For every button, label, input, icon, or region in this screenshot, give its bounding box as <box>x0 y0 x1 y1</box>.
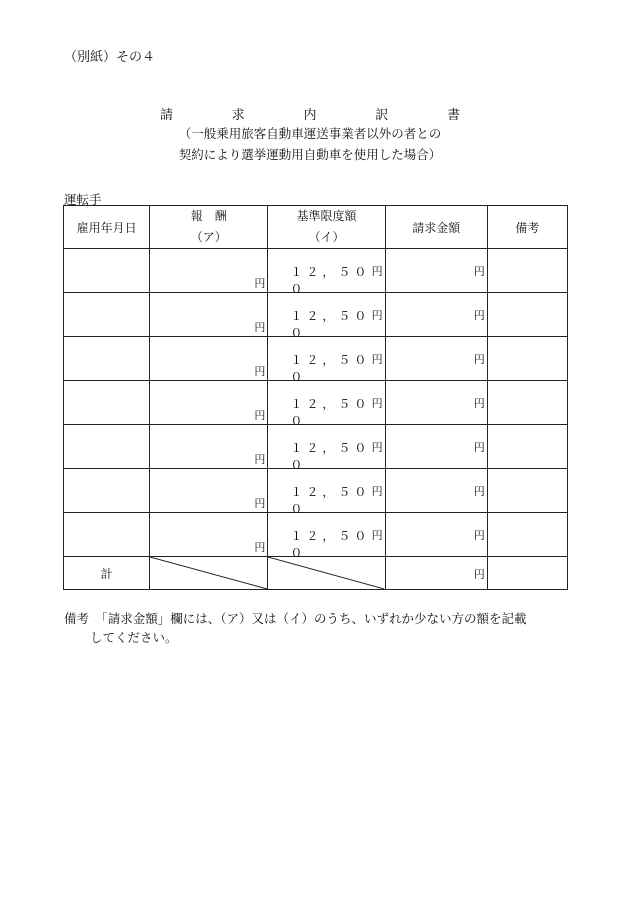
yen-unit: 円 <box>254 277 266 290</box>
standard-limit-value: １２，５００ <box>290 441 371 472</box>
yen-unit: 円 <box>473 265 485 278</box>
standard-limit-cell <box>268 293 385 340</box>
remarks-cell <box>487 425 567 469</box>
remarks-note <box>64 609 574 647</box>
standard-limit-value: １２，５００ <box>290 309 371 340</box>
total-label: 計 <box>64 557 150 590</box>
table-row <box>64 249 568 293</box>
employment-date-cell <box>64 469 150 513</box>
yen-unit: 円 <box>473 353 485 366</box>
standard-limit-value: １２，５００ <box>290 485 371 516</box>
table-row <box>64 293 568 337</box>
remarks-note-line-2: してください。 <box>90 630 178 645</box>
title-char: 内 <box>303 108 317 123</box>
yen-unit: 円 <box>371 353 383 366</box>
yen-unit: 円 <box>371 441 383 454</box>
standard-limit-cell <box>268 469 385 516</box>
header-remarks: 備考 <box>487 206 567 249</box>
section-label: 運転手 <box>64 192 102 207</box>
claim-amount-cell <box>385 381 487 425</box>
header-remuneration-note: （ア） <box>190 230 227 244</box>
remarks-note-line-1: 備考 「請求金額」欄には、（ア）又は（イ）のうち、いずれか少ない方の額を記載 <box>64 611 527 626</box>
remarks-cell <box>487 337 567 381</box>
standard-limit-value: １２，５００ <box>290 265 371 296</box>
yen-unit: 円 <box>254 409 266 422</box>
total-claim-amount-cell <box>385 557 487 590</box>
yen-unit: 円 <box>473 529 485 542</box>
standard-limit-value: １２，５００ <box>290 529 371 560</box>
title-char: 求 <box>231 108 245 123</box>
table-row <box>64 425 568 469</box>
header-employment-date: 雇用年月日 <box>64 206 150 249</box>
claim-amount-cell <box>385 513 487 557</box>
title-char: 請 <box>160 108 174 123</box>
yen-unit: 円 <box>254 497 266 510</box>
title-char: 訳 <box>375 108 389 123</box>
remuneration-cell <box>150 425 268 469</box>
table-row <box>64 469 568 513</box>
yen-unit: 円 <box>371 529 383 542</box>
table-row <box>64 513 568 557</box>
table-row <box>64 381 568 425</box>
subtitle-line-1: （一般乗用旅客自動車運送事業者以外の者との <box>178 126 442 141</box>
yen-unit: 円 <box>371 265 383 278</box>
employment-date-cell <box>64 425 150 469</box>
claim-amount-cell <box>385 293 487 337</box>
yen-unit: 円 <box>254 541 266 554</box>
total-remarks-cell <box>487 557 567 590</box>
remuneration-cell <box>150 381 268 425</box>
standard-limit-value: １２，５００ <box>290 353 371 384</box>
title-char: 書 <box>446 108 460 123</box>
yen-unit: 円 <box>473 568 485 581</box>
diagonal-slash <box>268 557 384 589</box>
claim-amount-cell <box>385 337 487 381</box>
header-remuneration <box>150 206 268 249</box>
remuneration-cell <box>150 469 268 513</box>
standard-limit-cell <box>268 249 385 296</box>
table-row <box>64 337 568 381</box>
total-standard-limit-cell <box>268 557 385 590</box>
claim-amount-cell <box>385 469 487 513</box>
subtitle-line-2: 契約により選挙運動用自動車を使用した場合） <box>178 147 442 162</box>
remarks-cell <box>487 249 567 293</box>
yen-unit: 円 <box>473 485 485 498</box>
remarks-cell <box>487 513 567 557</box>
employment-date-cell <box>64 513 150 557</box>
header-claim-amount: 請求金額 <box>385 206 487 249</box>
claim-amount-cell <box>385 425 487 469</box>
diagonal-slash <box>150 557 267 589</box>
yen-unit: 円 <box>473 397 485 410</box>
yen-unit: 円 <box>254 365 266 378</box>
yen-unit: 円 <box>254 453 266 466</box>
document-title <box>160 104 460 123</box>
employment-date-cell <box>64 337 150 381</box>
standard-limit-value: １２，５００ <box>290 397 371 428</box>
standard-limit-cell <box>268 513 385 560</box>
employment-date-cell <box>64 293 150 337</box>
employment-date-cell <box>64 249 150 293</box>
header-standard-limit-note: （イ） <box>308 230 345 244</box>
standard-limit-cell <box>268 425 385 472</box>
header-standard-limit-label: 基準限度額 <box>296 209 357 223</box>
yen-unit: 円 <box>371 397 383 410</box>
claim-table <box>63 205 568 590</box>
claim-amount-cell <box>385 249 487 293</box>
remarks-cell <box>487 381 567 425</box>
remuneration-cell <box>150 337 268 381</box>
total-row <box>64 557 568 590</box>
header-standard-limit <box>268 206 385 249</box>
standard-limit-cell <box>268 337 385 384</box>
yen-unit: 円 <box>473 441 485 454</box>
employment-date-cell <box>64 381 150 425</box>
remuneration-cell <box>150 293 268 337</box>
remuneration-cell <box>150 513 268 557</box>
yen-unit: 円 <box>473 309 485 322</box>
remarks-cell <box>487 293 567 337</box>
remarks-cell <box>487 469 567 513</box>
remuneration-cell <box>150 249 268 293</box>
yen-unit: 円 <box>371 309 383 322</box>
yen-unit: 円 <box>254 321 266 334</box>
annex-label: （別紙）その４ <box>64 50 156 65</box>
yen-unit: 円 <box>371 485 383 498</box>
standard-limit-cell <box>268 381 385 428</box>
header-remuneration-label: 報 酬 <box>190 209 227 223</box>
total-remuneration-cell <box>150 557 268 590</box>
table-header-row <box>64 206 568 249</box>
